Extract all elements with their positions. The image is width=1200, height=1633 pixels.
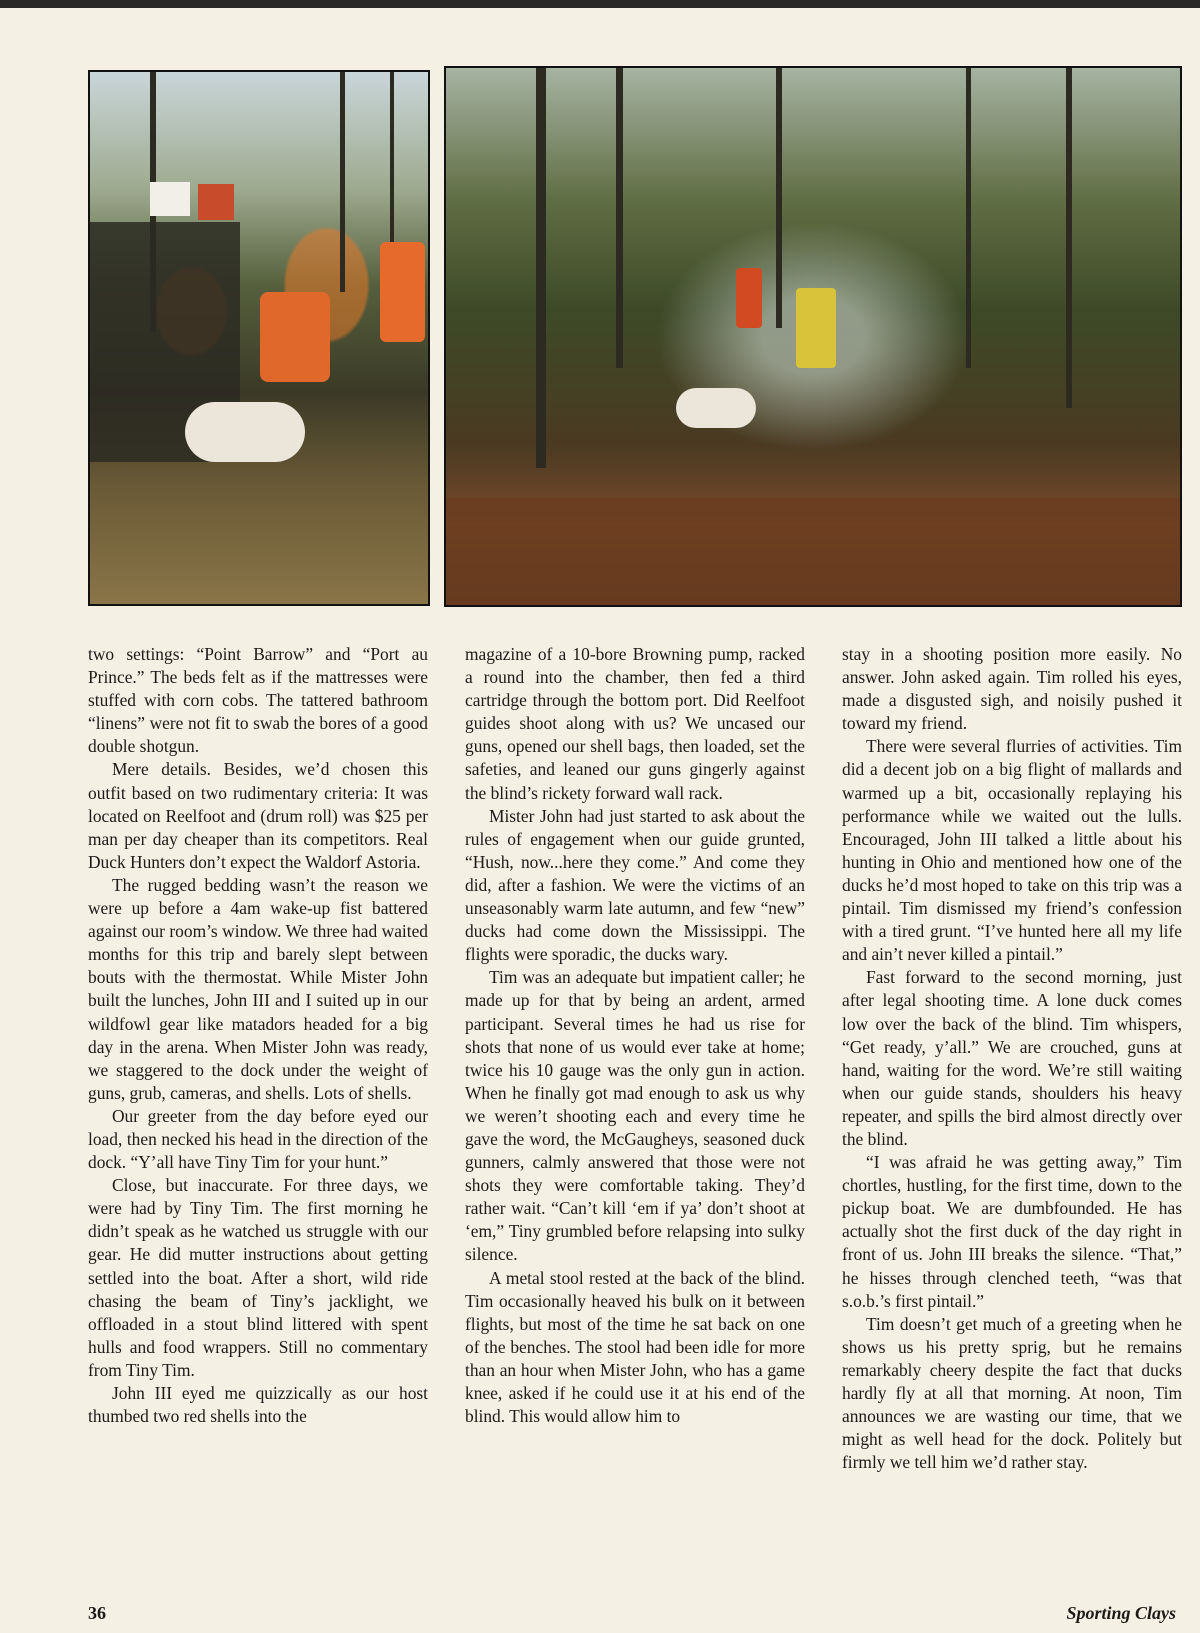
paragraph: Close, but inaccurate. For three days, we were had by Tiny Tim. The first morning he didn’t speak as he watched us struggle with our gear. He did mutter instructions about getting settled into the boat. After a short, wild ride chasing the beam of Tiny’s jacklight, we offloaded in a stout blind littered with spent hulls and food wrappers. Still no commentary from Tiny Tim.: [88, 1175, 428, 1380]
column-1: [88, 643, 428, 1593]
paragraph: The rugged bedding wasn’t the reason we were up before a 4am wake-up fist battered against our room’s window. We three had waited months for this trip and barely slept between bouts with the thermostat. While Mister John built the lunches, John III and I suited up in our wildfowl gear like matadors headed for a big day in the arena. When Mister John was ready, we staggered to the dock under the weight of guns, grub, cameras, and shells. Lots of shells.: [88, 874, 428, 1103]
paragraph: two settings: “Point Barrow” and “Port au Prince.” The beds felt as if the mattresses were stuffed with corn cobs. The tattered bathroom “linens” were not fit to swab the bores of a good double shotgun.: [88, 644, 428, 757]
paragraph: Fast forward to the second morning, just after legal shooting time. A lone duck comes low over the back of the blind. Tim whispers, “Get ready, y’all.” We are crouched, guns at hand, waiting for the word. We’re still waiting when our guide stands, shoulders his heavy repeater, and spills the bird almost directly over the blind.: [842, 967, 1182, 1149]
paragraph: Mere details. Besides, we’d chosen this outfit based on two rudimentary criteria: It was located on Reelfoot and (drum roll) was $25 per man per day cheaper than its competitors. Real Duck Hunters don’t expect the Waldorf Astoria.: [88, 759, 428, 872]
paragraph: Tim was an adequate but impatient caller; he made up for that by being an ardent, armed participant. Several times he had us rise for shots that none of us would ever take at home; twice his 10 gauge was the only gun in action. When he finally got mad enough to ask us why we weren’t shooting each and every time he gave the word, the McGaugheys, seasoned duck gunners, calmly answered that those were not shots they were comfortable taking. They’d rather wait. “Can’t kill ‘em if ya’ don’t shoot at ‘em,” Tiny grumbled before relapsing into sulky silence.: [465, 967, 805, 1265]
hunting-photo-left: [88, 70, 430, 606]
paragraph: A metal stool rested at the back of the blind. Tim occasionally heaved his bulk on it between flights, but most of the time he sat back on one of the benches. The stool had been idle for more than an hour when Mister John, who has a game knee, asked if he could use it at his end of the blind. This would allow him to: [465, 1267, 805, 1427]
paragraph: There were several flurries of activities. Tim did a decent job on a big flight of mallards and warmed up a bit, occasionally replaying his performance while we waited out the lulls. Encouraged, John III talked a little about his hunting in Ohio and mentioned how one of the ducks he’d most hoped to take on this trip was a pintail. Tim dismissed my friend’s confession with a tired grunt. “I’ve hunted here all my life and ain’t never killed a pintail.”: [842, 736, 1182, 965]
paragraph: Tim doesn’t get much of a greeting when he shows us his pretty sprig, but he remains remarkably cheery despite the fact that ducks hardly fly at all that morning. At noon, Tim announces we are wasting our time, that we might as well head for the dock. Politely but firmly we tell him we’d rather stay.: [842, 1313, 1182, 1473]
paragraph: Mister John had just started to ask about the rules of engagement when our guide grunted, “Hush, now...here they come.” And come they did, after a fashion. We were the victims of an unseasonably warm late autumn, and few “new” ducks had come down the Mississippi. The flights were sporadic, the ducks wary.: [465, 805, 805, 965]
paragraph: Our greeter from the day before eyed our load, then necked his head in the direction of the dock. “Y’all have Tiny Tim for your hunt.”: [88, 1105, 428, 1173]
paragraph: magazine of a 10-bore Browning pump, racked a round into the chamber, then fed a third cartridge through the bottom port. Did Reelfoot guides shoot along with us? We uncased our guns, opened our shell bags, then loaded, set the safeties, and leaned our guns gingerly against the blind’s rickety forward wall rack.: [465, 644, 805, 803]
magazine-name: Sporting Clays: [1066, 1603, 1176, 1623]
column-2: [465, 643, 805, 1593]
paragraph: “I was afraid he was getting away,” Tim chortles, hustling, for the first time, down to the pickup boat. We are dumbfounded. He has actually shot the first duck of the day right in front of us. John III breaks the silence. “That,” he hisses through clenched teeth, “was that s.o.b.’s first pintail.”: [842, 1152, 1182, 1311]
hunting-photo-right: [444, 66, 1182, 607]
top-rule: [0, 0, 1200, 8]
column-3: [842, 643, 1182, 1593]
paragraph: stay in a shooting position more easily. No answer. John asked again. Tim rolled his eyes, made a disgusted sigh, and noisily pushed it toward my friend.: [842, 644, 1182, 734]
article-body: [88, 643, 1182, 1593]
page-number: 36: [88, 1603, 106, 1623]
paragraph: John III eyed me quizzically as our host thumbed two red shells into the: [88, 1383, 428, 1427]
